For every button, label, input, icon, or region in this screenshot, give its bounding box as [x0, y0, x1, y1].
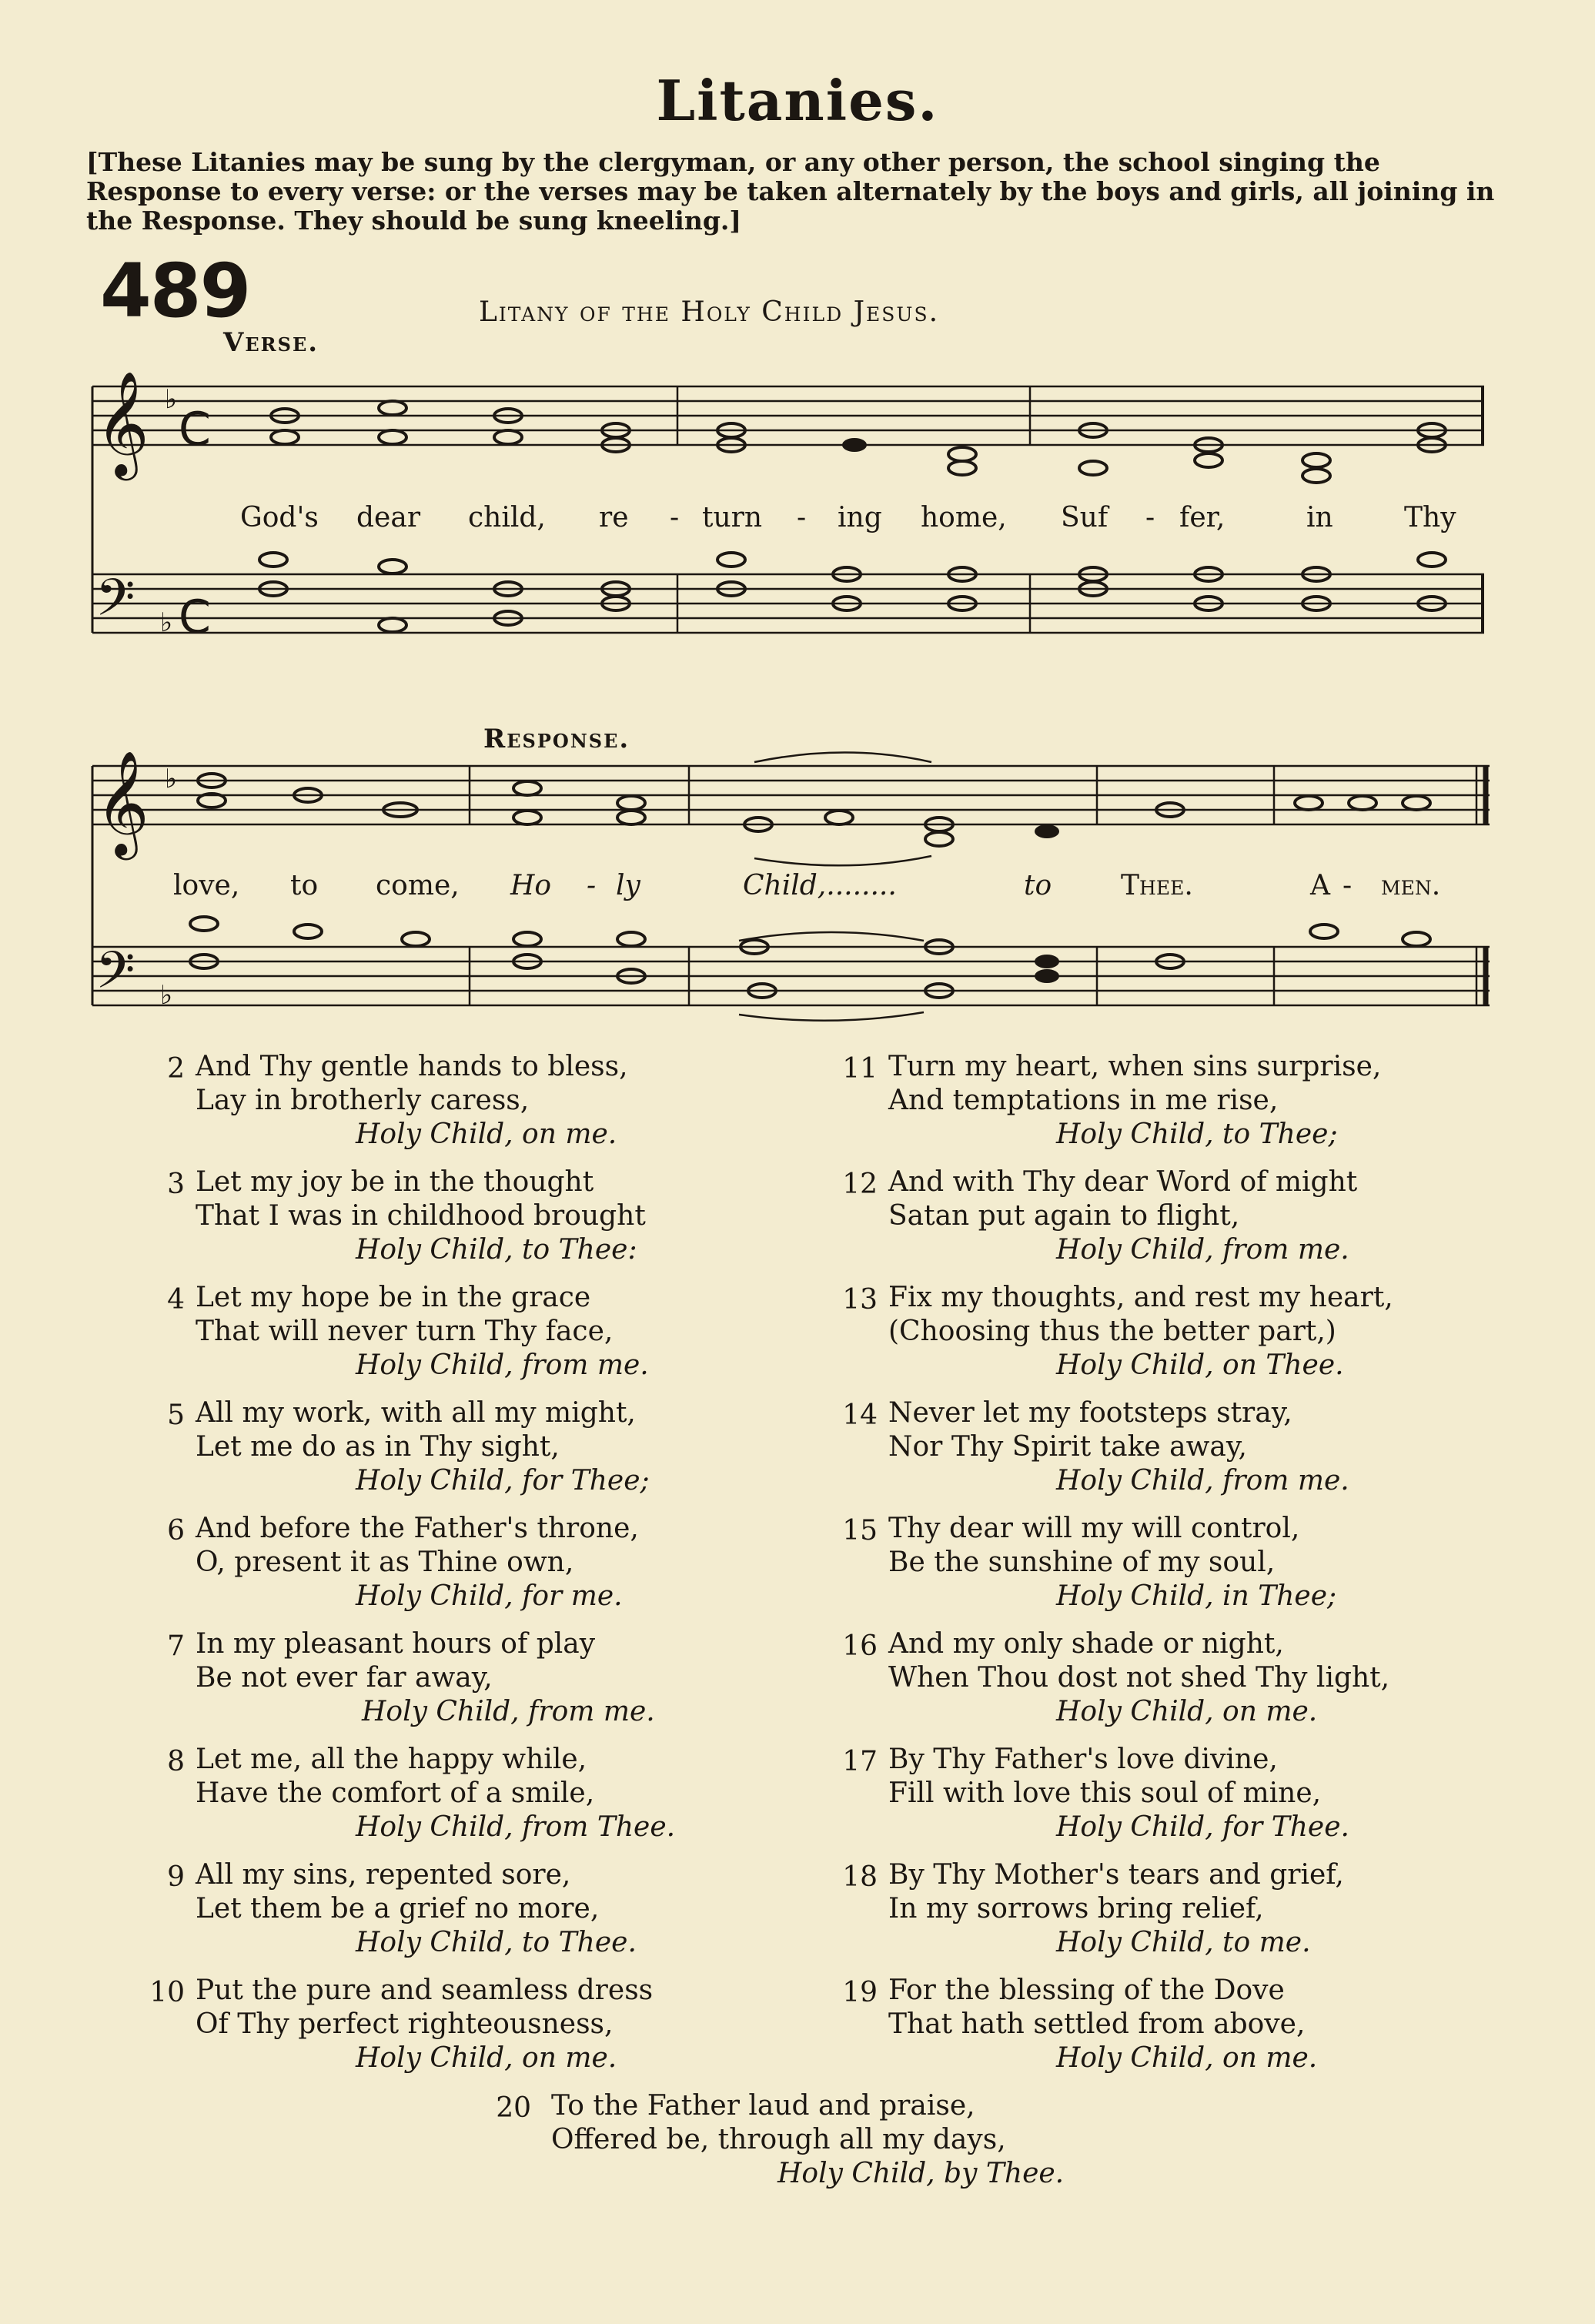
lyric-syllable: come, [376, 870, 460, 901]
lyric-syllable: Suf [1061, 502, 1108, 533]
lyric-syllable: - [1145, 502, 1155, 533]
stanza-response: Holy Child, for Thee. [1056, 1811, 1349, 1843]
stanza-number: 19 [842, 1977, 878, 2008]
flat-icon: ♭ [160, 980, 173, 1011]
stanza-response: Holy Child, from me. [362, 1696, 655, 1727]
stanza-number: 20 [496, 2092, 531, 2124]
lyric-syllable: God's [240, 502, 319, 533]
stanza-number: 3 [167, 1169, 185, 1200]
stanza-line: By Thy Father's love divine, [888, 1744, 1278, 1775]
stanza-line: And before the Father's throne, [196, 1513, 639, 1544]
stanza-line: Have the comfort of a smile, [196, 1777, 595, 1809]
stanza-line: Lay in brotherly caress, [196, 1085, 530, 1116]
stanza-line: Never let my footsteps stray, [888, 1397, 1292, 1429]
stanza-number: 17 [842, 1746, 878, 1777]
common-time-icon: C [179, 403, 211, 456]
flat-icon: ♭ [165, 384, 178, 415]
verse-label: Verse. [223, 327, 319, 358]
stanza-number: 12 [842, 1169, 878, 1200]
stanza-response: Holy Child, from me. [356, 1349, 649, 1381]
stanza-number: 18 [842, 1861, 878, 1893]
lyric-syllable: - [587, 870, 597, 901]
stanza-line: Be not ever far away, [196, 1662, 493, 1694]
rubric-instructions: [These Litanies may be sung by the clergyman, or any other person, the school singing the Response to every verse: or the verses may be taken alternately by the boys and girls, all joining in the Response. They should be sung kneeling.] [86, 147, 1495, 236]
stanza-response: Holy Child, to Thee. [356, 1927, 637, 1958]
lyric-syllable: home, [921, 502, 1007, 533]
lyric-syllable: in [1306, 502, 1333, 533]
stanza-response: Holy Child, on me. [1056, 1696, 1318, 1727]
lyric-syllable: Child,........ [743, 870, 897, 901]
lyric-syllable: ing [838, 502, 882, 533]
stanza-number: 8 [167, 1746, 185, 1777]
stanza-line: Let them be a grief no more, [196, 1893, 600, 1924]
stanza-number: 11 [842, 1053, 878, 1085]
stanza-line: In my sorrows bring relief, [888, 1893, 1264, 1924]
lyric-syllable: dear [356, 502, 421, 533]
lyric-syllable: Ho [510, 870, 552, 901]
stanza-number: 10 [149, 1977, 185, 2008]
stanza-line: All my sins, repented sore, [196, 1859, 571, 1891]
lyric-syllable: turn [702, 502, 763, 533]
stanza-line: Put the pure and seamless dress [196, 1975, 654, 2006]
stanza-line: Turn my heart, when sins surprise, [888, 1051, 1382, 1082]
lyric-syllable: fer, [1179, 502, 1226, 533]
stanza-line: O, present it as Thine own, [196, 1547, 574, 1578]
treble-clef-icon: 𝄞 [95, 369, 149, 476]
stanza-line: By Thy Mother's tears and grief, [888, 1859, 1344, 1891]
lyric-syllable: re [599, 502, 629, 533]
stanza-number: 15 [842, 1515, 878, 1547]
flat-icon: ♭ [160, 607, 173, 638]
lyric-syllable: A [1310, 870, 1330, 901]
stanza-line: That I was in childhood brought [196, 1200, 646, 1232]
stanza-number: 9 [167, 1861, 185, 1893]
stanza-line: Let my hope be in the grace [196, 1282, 591, 1313]
stanza-line: Let my joy be in the thought [196, 1166, 594, 1198]
treble-staff-1 [92, 386, 1484, 445]
treble-staff-2 [92, 766, 1490, 824]
lyric-syllable: to [1024, 870, 1052, 901]
stanza-line: Thy dear will my will control, [888, 1513, 1300, 1544]
stanza-line: Let me, all the happy while, [196, 1744, 587, 1775]
stanza-line: And my only shade or night, [888, 1628, 1284, 1660]
lyric-syllable: men. [1381, 870, 1441, 901]
stanza-number: 4 [167, 1284, 185, 1316]
stanza-response: Holy Child, from Thee. [356, 1811, 676, 1843]
bass-clef-icon: 𝄢 [95, 568, 135, 640]
stanza-response: Holy Child, on me. [356, 1119, 617, 1150]
stanza-response: Holy Child, on Thee. [1056, 1349, 1344, 1381]
stanza-number: 6 [167, 1515, 185, 1547]
lyric-syllable: to [290, 870, 319, 901]
treble-clef-icon: 𝄞 [95, 749, 149, 855]
stanza-response: Holy Child, from me. [1056, 1465, 1349, 1496]
page-title: Litanies. [656, 68, 939, 133]
common-time-icon: C [179, 590, 211, 644]
stanza-response: Holy Child, to Thee: [356, 1234, 637, 1266]
stanza-number: 2 [167, 1053, 185, 1085]
stanza-line: In my pleasant hours of play [196, 1628, 596, 1660]
lyric-syllable: ly [616, 870, 640, 901]
stanza-line: Of Thy perfect righteousness, [196, 2008, 614, 2040]
response-label: Response. [483, 724, 630, 754]
stanza-response: Holy Child, in Thee; [1056, 1580, 1337, 1612]
lyric-syllable: Thee. [1121, 870, 1193, 901]
stanza-number: 14 [842, 1399, 878, 1431]
stanza-response: Holy Child, on me. [1056, 2042, 1318, 2074]
stanza-line: Nor Thy Spirit take away, [888, 1431, 1247, 1463]
stanza-line: All my work, with all my might, [196, 1397, 636, 1429]
stanza-number: 5 [167, 1399, 185, 1431]
stanza-response: Holy Child, for me. [356, 1580, 623, 1612]
lyric-syllable: child, [468, 502, 546, 533]
stanza-response: Holy Child, from me. [1056, 1234, 1349, 1266]
stanza-line: For the blessing of the Dove [888, 1975, 1285, 2006]
stanza-line: Offered be, through all my days, [551, 2124, 1006, 2155]
stanza-line: And Thy gentle hands to bless, [196, 1051, 628, 1082]
bass-clef-icon: 𝄢 [95, 941, 135, 1012]
stanza-line: And temptations in me rise, [888, 1085, 1279, 1116]
stanza-response: Holy Child, by Thee. [777, 2158, 1065, 2189]
bass-staff-2 [92, 947, 1490, 1005]
hymn-number: 489 [100, 248, 250, 334]
lyric-syllable: Thy [1404, 502, 1456, 533]
bass-staff-1 [92, 574, 1484, 633]
lyric-syllable: - [670, 502, 680, 533]
stanza-number: 13 [842, 1284, 878, 1316]
tune-name: Litany of the Holy Child Jesus. [479, 296, 940, 328]
stanza-line: When Thou dost not shed Thy light, [888, 1662, 1390, 1694]
stanza-line: Be the sunshine of my soul, [888, 1547, 1276, 1578]
stanza-line: That will never turn Thy face, [196, 1316, 614, 1347]
stanza-number: 16 [842, 1630, 878, 1662]
stanza-response: Holy Child, to me. [1056, 1927, 1311, 1958]
lyric-syllable: love, [173, 870, 240, 901]
stanza-number: 7 [167, 1630, 185, 1662]
stanza-line: (Choosing thus the better part,) [888, 1316, 1336, 1347]
stanza-response: Holy Child, to Thee; [1056, 1119, 1338, 1150]
flat-icon: ♭ [165, 764, 178, 794]
lyric-syllable: - [797, 502, 807, 533]
stanza-line: And with Thy dear Word of might [888, 1166, 1358, 1198]
stanza-line: To the Father laud and praise, [551, 2090, 975, 2122]
stanza-response: Holy Child, for Thee; [356, 1465, 650, 1496]
stanza-response: Holy Child, on me. [356, 2042, 617, 2074]
stanza-line: Let me do as in Thy sight, [196, 1431, 560, 1463]
stanza-line: Satan put again to flight, [888, 1200, 1240, 1232]
stanza-line: That hath settled from above, [888, 2008, 1306, 2040]
stanza-line: Fix my thoughts, and rest my heart, [888, 1282, 1393, 1313]
lyric-syllable: - [1343, 870, 1353, 901]
stanza-line: Fill with love this soul of mine, [888, 1777, 1322, 1809]
